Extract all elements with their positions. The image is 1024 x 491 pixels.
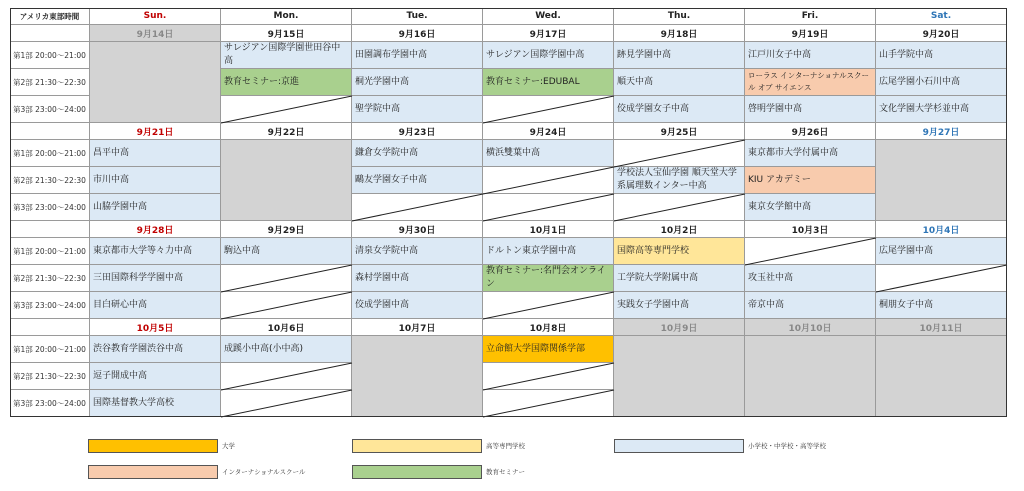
unavailable-slot bbox=[614, 194, 745, 221]
event-title: 市川中高 bbox=[93, 174, 130, 185]
event-slot[interactable] bbox=[745, 167, 876, 194]
unavailable-slot bbox=[876, 265, 1007, 292]
period-label: 第1部 20:00～21:00 bbox=[10, 238, 90, 265]
legend-swatch bbox=[88, 439, 218, 453]
weekday-header-mon: Mon. bbox=[221, 8, 352, 25]
event-slot[interactable] bbox=[352, 238, 483, 265]
event-slot[interactable] bbox=[614, 167, 745, 194]
legend-label: 大学 bbox=[222, 442, 235, 450]
event-slot[interactable] bbox=[90, 265, 221, 292]
event-slot[interactable] bbox=[352, 265, 483, 292]
event-slot[interactable] bbox=[876, 69, 1007, 96]
event-slot[interactable] bbox=[614, 238, 745, 265]
unavailable-slot bbox=[221, 265, 352, 292]
legend-label: 教育セミナー bbox=[486, 468, 525, 476]
event-slot[interactable] bbox=[745, 42, 876, 69]
closed-slot bbox=[352, 336, 483, 417]
event-title: 山脇学園中高 bbox=[93, 201, 148, 212]
period-label: 第3部 23:00～24:00 bbox=[10, 390, 90, 417]
weekday-header-thu: Thu. bbox=[614, 8, 745, 25]
date-header: 9月18日 bbox=[614, 25, 745, 42]
week-label-spacer bbox=[10, 123, 90, 140]
date-header: 9月24日 bbox=[483, 123, 614, 140]
weekday-header-fri: Fri. bbox=[745, 8, 876, 25]
date-header: 9月15日 bbox=[221, 25, 352, 42]
event-slot[interactable] bbox=[876, 42, 1007, 69]
event-title: 佼成学園中高 bbox=[355, 299, 410, 310]
date-header: 9月19日 bbox=[745, 25, 876, 42]
date-header: 9月21日 bbox=[90, 123, 221, 140]
unavailable-slot bbox=[614, 140, 745, 167]
closed-slot bbox=[614, 336, 745, 417]
event-title: 広尾学園小石川中高 bbox=[879, 76, 961, 87]
event-title: サレジアン国際学園世田谷中高 bbox=[224, 43, 341, 66]
closed-slot bbox=[221, 140, 352, 221]
event-title: 昌平中高 bbox=[93, 147, 130, 158]
unavailable-slot bbox=[483, 363, 614, 390]
event-title: 鷗友学園女子中高 bbox=[355, 174, 428, 185]
week-label-spacer bbox=[10, 319, 90, 336]
schedule-calendar bbox=[10, 8, 1008, 426]
event-slot[interactable] bbox=[483, 42, 614, 69]
unavailable-slot bbox=[221, 292, 352, 319]
event-slot[interactable] bbox=[352, 167, 483, 194]
event-title: サレジアン国際学園中高 bbox=[486, 49, 585, 60]
event-slot[interactable] bbox=[614, 292, 745, 319]
event-title: 広尾学園中高 bbox=[879, 245, 934, 256]
event-title: 東京都市大学付属中高 bbox=[748, 147, 839, 158]
event-slot[interactable] bbox=[483, 238, 614, 265]
event-slot[interactable] bbox=[90, 140, 221, 167]
weekday-header-sat: Sat. bbox=[876, 8, 1007, 25]
unavailable-slot bbox=[483, 96, 614, 123]
event-slot[interactable] bbox=[614, 69, 745, 96]
event-title: 工学院大学附属中高 bbox=[617, 272, 699, 283]
closed-slot bbox=[876, 336, 1007, 417]
legend-swatch bbox=[352, 465, 482, 479]
date-header: 10月10日 bbox=[745, 319, 876, 336]
closed-slot bbox=[745, 336, 876, 417]
unavailable-slot bbox=[483, 167, 614, 194]
event-title: 聖学院中高 bbox=[355, 103, 401, 114]
event-title: 清泉女学院中高 bbox=[355, 245, 419, 256]
event-title: 江戸川女子中高 bbox=[748, 49, 812, 60]
event-slot[interactable] bbox=[90, 363, 221, 390]
event-title: 佼成学園女子中高 bbox=[617, 103, 690, 114]
event-slot[interactable] bbox=[483, 140, 614, 167]
event-slot[interactable] bbox=[483, 336, 614, 363]
event-slot[interactable] bbox=[90, 336, 221, 363]
event-title: 東京都市大学等々力中高 bbox=[93, 245, 193, 256]
date-header: 9月28日 bbox=[90, 221, 221, 238]
weekday-header-sun: Sun. bbox=[90, 8, 221, 25]
date-header: 10月7日 bbox=[352, 319, 483, 336]
event-title: 帝京中高 bbox=[748, 299, 785, 310]
unavailable-slot bbox=[483, 194, 614, 221]
event-slot[interactable] bbox=[352, 292, 483, 319]
event-title: 田園調布学園中高 bbox=[355, 49, 428, 60]
event-title: 逗子開成中高 bbox=[93, 370, 148, 381]
period-label: 第1部 20:00～21:00 bbox=[10, 336, 90, 363]
date-header: 9月29日 bbox=[221, 221, 352, 238]
date-header: 9月30日 bbox=[352, 221, 483, 238]
event-title: ドルトン東京学園中高 bbox=[486, 245, 577, 256]
event-title: 国際高等専門学校 bbox=[617, 245, 690, 256]
date-header: 9月27日 bbox=[876, 123, 1007, 140]
event-title: 教育セミナー:京進 bbox=[224, 76, 300, 87]
event-title: ローラス インターナショナルスクール オブ サイエンス bbox=[748, 71, 869, 92]
unavailable-slot bbox=[221, 390, 352, 417]
event-title: 桐朋女子中高 bbox=[879, 299, 934, 310]
date-header: 9月23日 bbox=[352, 123, 483, 140]
event-title: 鎌倉女学院中高 bbox=[355, 147, 419, 158]
corner-label: アメリカ東部時間 bbox=[10, 8, 90, 25]
date-header: 9月16日 bbox=[352, 25, 483, 42]
event-title: 立命館大学国際関係学部 bbox=[486, 343, 586, 354]
event-slot[interactable] bbox=[90, 238, 221, 265]
legend-label: インターナショナルスクール bbox=[222, 468, 306, 476]
date-header: 10月3日 bbox=[745, 221, 876, 238]
event-title: 教育セミナー:名門会オンライン bbox=[486, 266, 606, 289]
week-label-spacer bbox=[10, 25, 90, 42]
event-slot[interactable] bbox=[745, 140, 876, 167]
event-title: 渋谷教育学園渋谷中高 bbox=[93, 343, 184, 354]
period-label: 第2部 21:30～22:30 bbox=[10, 69, 90, 96]
legend-label: 小学校・中学校・高等学校 bbox=[748, 442, 826, 450]
unavailable-slot bbox=[221, 363, 352, 390]
closed-slot bbox=[876, 140, 1007, 221]
event-slot[interactable] bbox=[745, 194, 876, 221]
period-label: 第3部 23:00～24:00 bbox=[10, 194, 90, 221]
event-slot[interactable] bbox=[745, 265, 876, 292]
event-title: 東京女学館中高 bbox=[748, 201, 812, 212]
legend-swatch bbox=[614, 439, 744, 453]
event-title: 啓明学園中高 bbox=[748, 103, 803, 114]
event-title: 国際基督教大学高校 bbox=[93, 397, 175, 408]
event-title: 目白研心中高 bbox=[93, 299, 148, 310]
unavailable-slot bbox=[483, 292, 614, 319]
event-slot[interactable] bbox=[745, 292, 876, 319]
date-header: 9月14日 bbox=[90, 25, 221, 42]
weekday-header-wed: Wed. bbox=[483, 8, 614, 25]
week-label-spacer bbox=[10, 221, 90, 238]
event-title: KIU アカデミー bbox=[748, 174, 811, 185]
event-slot[interactable] bbox=[483, 69, 614, 96]
event-slot[interactable] bbox=[352, 96, 483, 123]
date-header: 9月22日 bbox=[221, 123, 352, 140]
event-slot[interactable] bbox=[614, 42, 745, 69]
event-slot[interactable] bbox=[221, 238, 352, 265]
event-title: 森村学園中高 bbox=[355, 272, 410, 283]
event-title: 桐光学園中高 bbox=[355, 76, 410, 87]
date-header: 10月2日 bbox=[614, 221, 745, 238]
period-label: 第3部 23:00～24:00 bbox=[10, 292, 90, 319]
period-label: 第2部 21:30～22:30 bbox=[10, 167, 90, 194]
event-title: 攻玉社中高 bbox=[748, 272, 794, 283]
date-header: 10月1日 bbox=[483, 221, 614, 238]
date-header: 10月8日 bbox=[483, 319, 614, 336]
period-label: 第1部 20:00～21:00 bbox=[10, 42, 90, 69]
event-slot[interactable] bbox=[483, 265, 614, 292]
date-header: 10月11日 bbox=[876, 319, 1007, 336]
event-slot[interactable] bbox=[90, 167, 221, 194]
period-label: 第2部 21:30～22:30 bbox=[10, 265, 90, 292]
date-header: 10月6日 bbox=[221, 319, 352, 336]
closed-slot bbox=[90, 42, 221, 123]
event-slot[interactable] bbox=[876, 96, 1007, 123]
weekday-header-tue: Tue. bbox=[352, 8, 483, 25]
date-header: 9月26日 bbox=[745, 123, 876, 140]
event-title: 学校法人宝仙学園 順天堂大学系属理数インター中高 bbox=[617, 168, 737, 191]
legend-label: 高等専門学校 bbox=[486, 442, 525, 450]
date-header: 9月17日 bbox=[483, 25, 614, 42]
event-title: 文化学園大学杉並中高 bbox=[879, 103, 970, 114]
date-header: 10月4日 bbox=[876, 221, 1007, 238]
event-slot[interactable] bbox=[352, 140, 483, 167]
period-label: 第1部 20:00～21:00 bbox=[10, 140, 90, 167]
event-slot[interactable] bbox=[352, 69, 483, 96]
event-slot[interactable] bbox=[614, 265, 745, 292]
event-title: 跡見学園中高 bbox=[617, 49, 672, 60]
unavailable-slot bbox=[221, 96, 352, 123]
event-slot[interactable] bbox=[221, 69, 352, 96]
event-slot[interactable] bbox=[221, 336, 352, 363]
event-slot[interactable] bbox=[90, 292, 221, 319]
date-header: 9月25日 bbox=[614, 123, 745, 140]
event-title: 実践女子学園中高 bbox=[617, 299, 690, 310]
legend-swatch bbox=[352, 439, 482, 453]
legend-swatch bbox=[88, 465, 218, 479]
event-title: 三田国際科学学園中高 bbox=[93, 272, 184, 283]
event-slot[interactable] bbox=[614, 96, 745, 123]
event-title: 教育セミナー:EDUBAL bbox=[486, 76, 580, 87]
date-header: 9月20日 bbox=[876, 25, 1007, 42]
event-slot[interactable] bbox=[745, 69, 876, 96]
unavailable-slot bbox=[745, 238, 876, 265]
event-slot[interactable] bbox=[90, 390, 221, 417]
event-slot[interactable] bbox=[352, 42, 483, 69]
unavailable-slot bbox=[483, 390, 614, 417]
event-title: 横浜雙葉中高 bbox=[486, 147, 541, 158]
date-header: 10月9日 bbox=[614, 319, 745, 336]
event-title: 順天中高 bbox=[617, 76, 654, 87]
event-slot[interactable] bbox=[745, 96, 876, 123]
event-slot[interactable] bbox=[90, 194, 221, 221]
period-label: 第3部 23:00～24:00 bbox=[10, 96, 90, 123]
event-title: 成蹊小中高(小中高) bbox=[224, 343, 304, 354]
event-title: 駒込中高 bbox=[224, 245, 261, 256]
event-title: 山手学院中高 bbox=[879, 49, 934, 60]
event-slot[interactable] bbox=[221, 42, 352, 69]
date-header: 10月5日 bbox=[90, 319, 221, 336]
event-slot[interactable] bbox=[876, 292, 1007, 319]
unavailable-slot bbox=[352, 194, 483, 221]
period-label: 第2部 21:30～22:30 bbox=[10, 363, 90, 390]
event-slot[interactable] bbox=[876, 238, 1007, 265]
